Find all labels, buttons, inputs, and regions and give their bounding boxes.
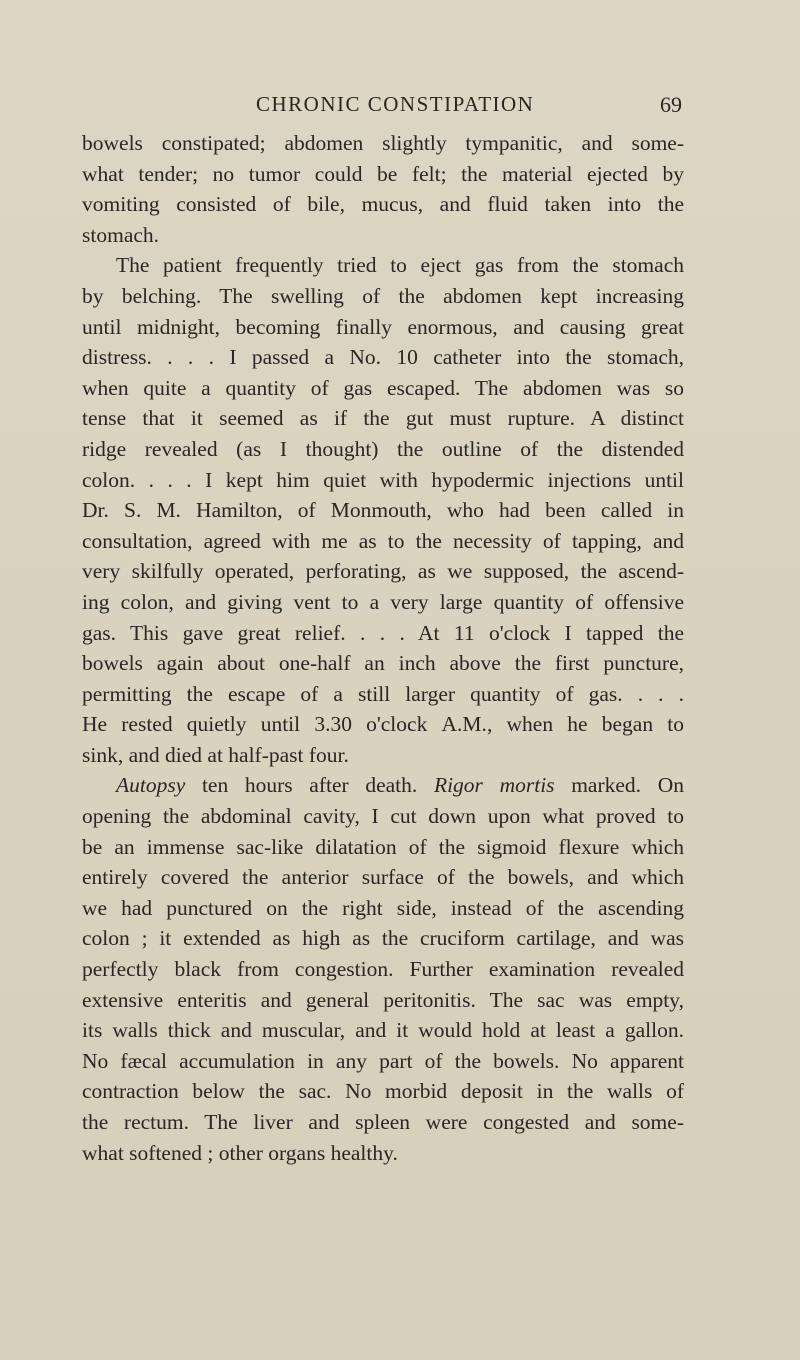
text-line: sink, and died at half-past four.	[82, 742, 349, 767]
text-segment: marked. On	[554, 773, 684, 798]
text-line: what softened ; other organs healthy.	[82, 1140, 398, 1165]
text-line: entirely covered the anterior surface of the bowels, and which	[82, 865, 684, 890]
text-line: by belching. The swelling of the abdomen kept increasing	[82, 283, 684, 308]
text-line: permitting the escape of a still larger quantity of gas. . . .	[82, 681, 684, 706]
text-segment: He rested quietly until 3.30 o'clock	[82, 712, 428, 737]
text-line	[82, 709, 684, 740]
running-title: CHRONIC CONSTIPATION	[256, 92, 535, 116]
text-line: be an immense sac-like dilatation of the sigmoid flexure which	[82, 834, 684, 859]
text-line: contraction below the sac. No morbid deposit in the walls of	[82, 1079, 684, 1104]
text-line: gas. This gave great relief. . . . At 11 o'clock I tapped the	[82, 620, 684, 645]
page-header	[82, 92, 682, 122]
text-line: opening the abdominal cavity, I cut down upon what proved to	[82, 804, 684, 829]
text-line: ing colon, and giving vent to a very large quantity of offensive	[82, 589, 684, 614]
text-line: vomiting consisted of bile, mucus, and fluid taken into the	[82, 192, 684, 217]
text-line: ridge revealed (as I thought) the outline of the distended	[82, 436, 684, 461]
text-line: colon. . . . I kept him quiet with hypodermic injections until	[82, 467, 684, 492]
text-line: when quite a quantity of gas escaped. The abdomen was so	[82, 375, 684, 400]
text-line: until midnight, becoming finally enormous, and causing great	[82, 314, 684, 339]
text-line: what tender; no tumor could be felt; the material ejected by	[82, 161, 684, 186]
text-line: Dr. S. M. Hamilton, of Monmouth, who had been called in	[82, 498, 684, 523]
rigor-mortis-term: Rigor mortis	[433, 773, 555, 798]
body-text	[82, 128, 684, 1168]
text-line: perfectly black from congestion. Further examination revealed	[82, 957, 684, 982]
text-line: No fæcal accumulation in any part of the bowels. No apparent	[82, 1048, 684, 1073]
text-line: stomach.	[82, 222, 160, 247]
text-line: consultation, agreed with me as to the necessity of tapping, and	[82, 528, 684, 553]
page-number: 69	[660, 92, 682, 117]
text-segment: , when he began to	[486, 712, 685, 737]
paragraph-start-line	[82, 770, 684, 801]
text-line: we had punctured on the right side, instead of the ascending	[82, 895, 684, 920]
text-line: tense that it seemed as if the gut must rupture. A distinct	[82, 406, 684, 431]
text-line: the rectum. The liver and spleen were congested and some-	[82, 1110, 684, 1134]
text-line: bowels constipated; abdomen slightly tympanitic, and some-	[82, 131, 684, 155]
text-line: colon ; it extended as high as the cruciform cartilage, and was	[82, 926, 684, 951]
text-line: bowels again about one-half an inch above the first puncture,	[82, 651, 684, 676]
am-abbreviation: A.M.	[441, 712, 487, 737]
text-line: extensive enteritis and general peritonitis. The sac was empty,	[82, 987, 684, 1012]
paragraph-start-line: The patient frequently tried to eject gas from the stomach	[116, 253, 684, 278]
autopsy-heading: Autopsy	[116, 773, 186, 798]
text-line: very skilfully operated, perforating, as we supposed, the ascend-	[82, 559, 684, 584]
text-line: distress. . . . I passed a No. 10 catheter into the stomach,	[82, 345, 684, 370]
text-line: its walls thick and muscular, and it would hold at least a gallon.	[82, 1018, 684, 1043]
text-segment: ten hours after death.	[185, 773, 434, 798]
